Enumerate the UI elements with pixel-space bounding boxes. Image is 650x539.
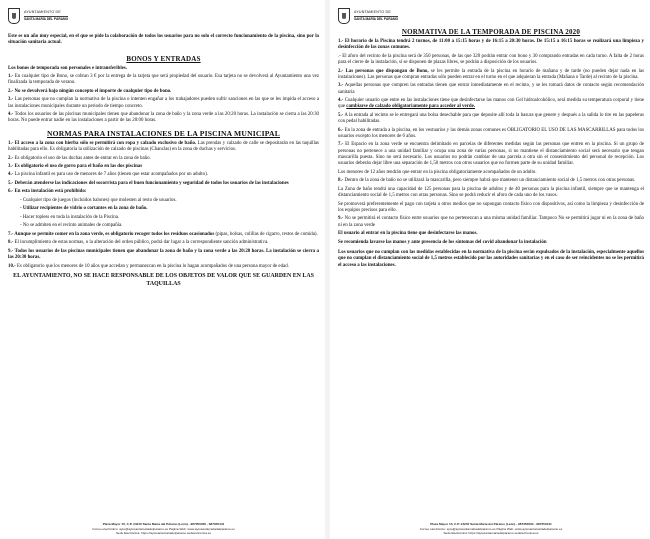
rule-text: No se permitirá el contacto físico entre usuarios que no pertenezcan a una misma unidad familiar. Tampoco No se permitirá jugar ni en la zona de baño ni en la zona verde (338, 216, 644, 228)
normas-rule-3: 3.- Es obligatorio el uso de gorro para el baño en las dos piscinas (8, 163, 143, 169)
rule-number: 9.- (338, 216, 344, 222)
rule-text: Es obligatorio el uso de las duchas antes de entrar en la zona de baño. (14, 155, 151, 161)
footer-address: Plaza Mayor 15, C.P. 24240 Santa María del Páramo (León) - 987350000 - 987350441 (102, 522, 225, 527)
normas-rule-1 (8, 141, 319, 154)
rule-number: 5.- (338, 112, 344, 118)
normativa-rule-4 (338, 98, 644, 111)
normativa-capacidad: La Zona de baño tendrá una capacidad de 125 personas para la piscina de adultos y de 40 personas para la piscina infantil, siempre que se mantenga el distanciamiento social de 1,5 metros con otras personas. Sino se podrá reducir el aforo de cada uno de los vasos. (338, 186, 644, 199)
coat-of-arms-icon (338, 8, 350, 24)
rule-number: 4.- (8, 172, 14, 178)
rule-number: 8.- (338, 178, 344, 184)
page-right (330, 0, 650, 539)
prohibited-item-animals: - No se admiten en el recinto animales de compañía. (20, 223, 123, 229)
normativa-rule-3 (338, 83, 644, 96)
normas-rule-10 (8, 264, 319, 270)
prohibited-item-topless: - Hacer topless en toda la instalación de la Piscina. (20, 214, 120, 220)
normativa-rule-9 (338, 216, 644, 229)
normativa-aforo: .- El aforo del recinto de la piscina será de 350 personas, de las que 320 podrán entrar con bono y 30 comprando entradas en cada turno. A falta de 2 horas para el cierre de la instalación, si se disponen de plazas libres, se podrán a disposición de los usuarios. (338, 53, 644, 66)
normativa-rule-6 (338, 128, 644, 141)
rule-text: En cualquier tipo de Bono, se cobran 3 € por la entrega de la tarjeta que será propiedad del usuario. Esa tarjeta no se devolverá al Ayuntamiento una vez finalizada la temporada de verano. (8, 74, 319, 86)
rule-text: En la zona de entrada a la piscina, en los vestuarios y las demás zonas comunes es OBLIGATORIO EL USO DE LAS MASCARRILLAS para todos los usuarios excepto los menores de 6 años. (338, 127, 644, 139)
rule-text: Las personas que no cumplan la normativa de la piscina o intenten engañar a los trabajadores pueden sufrir sanciones en las que se les impida el acceso a las instalaciones municipales durante un periodo de tiempo concreto. (8, 97, 319, 109)
letterhead-left (8, 6, 319, 26)
rule-text: La piscina infantil es para uso de menores de 7 años (tienen que estar acompañados por un adulto). (14, 172, 208, 178)
rule-text: El Espacio en la zona verde se encuentra delimitado en parcelas de diferentes medidas según las personas que entren en la piscina. Si un grupo de personas no pertenece a una unidad familiar y ocupa una zona de varias personas, si no mantiene el distanciamiento social será necesario que tengan mascarilla puesta. Sino no será necesario. Los usuarios no podrán cambiar de una parcela a otra sin el consentimiento del personal de recepción. Los usuarios deberán dejar libre una separación de 1,50 metros con otros usuarios que no formen parte de su unidad familiar. (338, 142, 644, 167)
normas-rule-2 (8, 156, 319, 162)
letterhead-line1: AYUNTAMIENTO DE (24, 10, 61, 15)
footer-contact: Correo electrónico: ayto@aytosantamariadelparamo.es Página Web: www.aytosantamariadelparamo.es (92, 526, 235, 531)
normativa-rule-7 (338, 142, 644, 167)
rule-number: 1.- (8, 140, 14, 146)
disclaimer-notice: EL AYUNTAMIENTO, NO SE HACE RESPONSABLE DE LOS OBJETOS DE VALOR QUE SE GUARDEN EN LAS TAQUILLAS (13, 272, 314, 287)
bonos-heading: BONOS Y ENTRADAS (126, 54, 201, 63)
footer-contact: Correo electrónico: ayto@aytosantamariadelparamo.es Página Web: www.aytosantamariadelparamo.es (419, 526, 563, 531)
rule-bold-text: 2.- Las personas que dispongan de Bono, (338, 68, 429, 74)
rule-text: Es obligatorio que los menores de 10 años que accedan y permanezcan en la piscina lo hagan acompañados de una persona mayor de edad. (16, 263, 289, 269)
prohibited-item-games: - Cualquier tipo de juegos (incluidos balones) que molesten al resto de usuarios. (20, 197, 177, 203)
rule-text: Las prendas y calzado de calle se depositarán en las taquillas habilitadas para ello. Es obligatoria la utilización de calzado de piscinas (Chanclas) en la zona de duchas y servicios. (8, 140, 319, 153)
rule-number: 8.- (8, 240, 14, 246)
letterhead-line2: SANTA MARÍA DEL PÁRAMO (24, 16, 69, 21)
intro-paragraph: Este es un año muy especial, en el que se pide la colaboración de todos los usuarios para no solo el correcto funcionamiento de la piscina, sino por la situación sanitaria actual. (8, 34, 319, 46)
coat-of-arms-icon (8, 8, 20, 24)
prohibited-item-glass: - Utilizar recipientes de vidrio o cortantes en la zona de baño. (20, 206, 148, 212)
normas-rule-5: 5.- Deberán atenderse las indicaciones del socorrista para el buen funcionamiento y seguridad de todos los usuarios de las instalaciones (8, 180, 289, 186)
rule-underlined-text: cambiarse de calzado obligatoriamente para acceder al verde. (346, 104, 475, 110)
letterhead-right (338, 6, 644, 26)
rule-number: 2.- (8, 155, 14, 161)
normativa-expulsion: Los usuarios que no cumplan con las medidas establecidas en la normativa de la piscina serán expulsados de la instalación, especialmente aquellos que no cumplan el distanciamiento social de 1,5 metros establecido por las autoridades sanitarias y en el caso de ser reincidentes no se les permitirá el acceso a las instalaciones. (338, 249, 644, 268)
normativa-desinfeccion: El usuario al entrar en la piscina tiene que desinfectarse las manos. (338, 231, 478, 237)
rule-bold-text: 7.- Aunque se permite comer en la zona verde, es obligatorio recoger todos los residuos ocasionados (8, 231, 215, 237)
rule-text: Todos los usuarios de las piscinas municipales tienen que abandonar la zona de baño y la zona verde a las 20:20 horas. La instalación se cierra a las 20:30 horas. No puede entrar nadie en las instalaciones a partir de las 20:00 horas. (8, 112, 319, 124)
normas-rule-4 (8, 172, 319, 178)
normativa-rule-1: 1.- El horario de la Piscina tendrá 2 turnos, de 11:00 a 15:15 horas y de 16:15 a 20:30 horas. De 15:15 a 16:15 horas se realizará una limpieza y desinfección de las zonas comunes. (338, 39, 644, 51)
rule-text: El incumplimiento de estas normas, o la alteración del orden público, podrá dar lugar a la correspondiente sanción administrativa. (14, 240, 269, 246)
rule-text: A la entrada al recinto se le entregará una bolsa desechable para que deposite allí toda la basura que genere y después a la salida lo tire en las papeleras con pedal habilitadas. (338, 112, 644, 125)
rule-text: (pipas, bolsas, colillas de cigarro, restos de comida). (215, 231, 318, 237)
normativa-menores: Los menores de 12 años tendrán que entrar en la piscina obligatoriamente acompañados de un adulto. (338, 169, 537, 175)
rule-text: se les permite la entrada de la piscina en horario de mañana y de tarde (no pueden dejar nada en las instalaciones). Las personas que compran entradas sólo pueden entrar en el turno en el que adquieran la entrada (Mañana o Tarde) al recinto de la piscina. (338, 68, 644, 80)
normas-rule-7 (8, 232, 319, 238)
rule-text: Aquellas personas que compren las entradas tienen que entrar inmediatamente en el recinto, y se les tomará datos de contacto según recomendación sanitaria (338, 83, 645, 95)
footer-address: Plaza Mayor 15, C.P. 24240 Santa María del Páramo (León) - 987350000 - 987350441 (430, 522, 552, 527)
bonos-rule-4 (8, 112, 319, 125)
normativa-pago: Se promoverá preferentemente el pago con tarjeta u otros medios que no supongan contacto físico con dispositivos, así como la limpieza y desinfección de los equipos precisos para ello. (338, 201, 644, 213)
normativa-rule-2 (338, 69, 644, 82)
normativa-rule-8 (338, 178, 644, 184)
rule-text: Cualquier usuario que entre en las instalaciones tiene que desinfectarse las manos con Gel hidroalcohólico, será medida su temperatura corporal y tiene que (338, 98, 644, 110)
rule-number: 4.- (338, 98, 344, 104)
bonos-subtitle: Los bonos de temporada son personales e intransferibles. (8, 65, 128, 71)
rule-number: 3.- (8, 97, 14, 103)
footer-right (338, 522, 644, 535)
rule-number: 1.- (8, 74, 14, 80)
bonos-rule-3 (8, 97, 319, 110)
bonos-rule-1 (8, 74, 319, 87)
letterhead-line2: SANTA MARÍA DEL PÁRAMO (354, 16, 399, 21)
rule-number: 4.- (8, 112, 14, 118)
rule-number: 7.- (338, 142, 344, 148)
rule-number: 3.- (338, 83, 344, 89)
rule-number: 10.- (8, 263, 16, 269)
rule-number: 6.- (338, 127, 344, 133)
footer-left (8, 522, 319, 535)
rule-bold-text: El acceso a la zona con hierba sólo se permitirá con ropa y calzado exclusivo de baño. (14, 140, 197, 146)
letterhead-line1: AYUNTAMIENTO DE (354, 10, 391, 15)
rule-text: Dentro de la zona de baño no se utilizará la mascarilla, pero siempre habrá que mantener un distanciamiento social de 1,5 metros con otras personas. (344, 178, 636, 184)
normas-rule-8 (8, 240, 319, 246)
footer-sede: Sede Electrónica: https://aytosantamariadelparamo.sedelectronica.es (443, 530, 539, 535)
normas-rule-9: 9.- Todos los usuarios de las piscinas municipales tienen que abandonar la zona de baño y la zona verde a las 20:20 horas. La instalación se cierra a las 20:30 horas. (8, 248, 319, 261)
normativa-rule-5 (338, 113, 644, 126)
normativa-heading: NORMATIVA DE LA TEMPORADA DE PISCINA 2020 (401, 28, 581, 36)
bonos-rule-2: 2.- No se devolverá bajo ningún concepto el importe de cualquier tipo de bono. (8, 88, 172, 94)
footer-sede: Sede Electrónica: https://aytosantamariadelparamo.sedelectronica.es (115, 530, 212, 535)
normas-heading: NORMAS PARA INSTALACIONES DE LA PISCINA MUNICIPAL (47, 128, 280, 138)
normas-rule-6: 6.- En esta instalación está prohibido: (8, 189, 87, 195)
normativa-sintomas: Se recomienda lavarse las manos y ante presencia de los síntomas del covid abandonar la instalación (338, 239, 547, 245)
